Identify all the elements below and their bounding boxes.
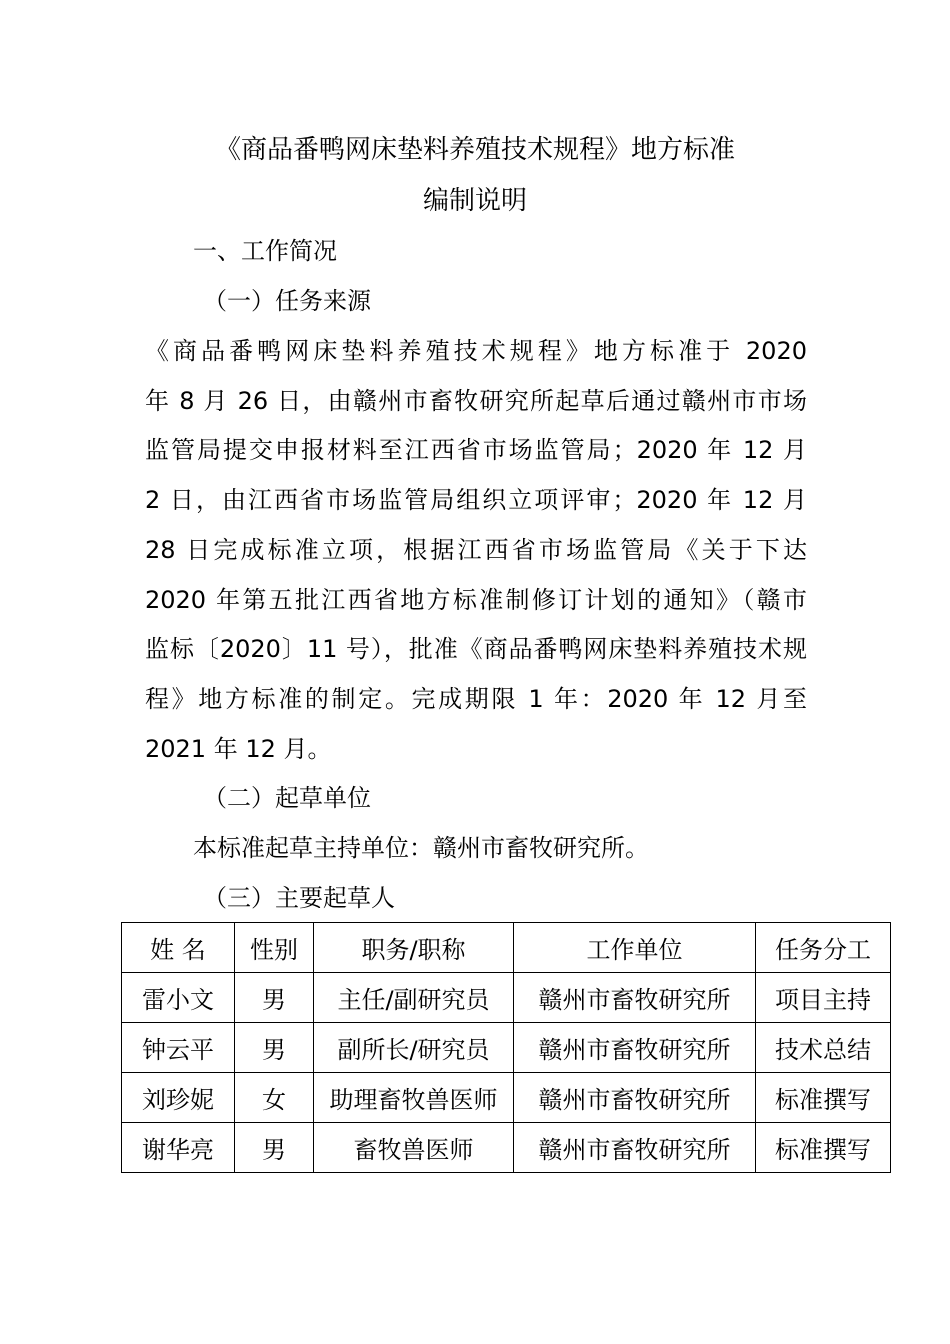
subsection-heading-main-drafters: （三）主要起草人 xyxy=(203,884,395,912)
paragraph-line: 2021 年 12 月。 xyxy=(145,735,332,763)
paragraph-line: 2 日，由江西省市场监管局组织立项评审；2020 年 12 月 xyxy=(145,486,807,514)
cell-position: 畜牧兽医师 xyxy=(314,1123,514,1173)
drafting-unit-text: 本标准起草主持单位：赣州市畜牧研究所。 xyxy=(193,834,649,862)
header-gender: 性别 xyxy=(235,923,314,973)
paragraph-line: 监管局提交申报材料至江西省市场监管局；2020 年 12 月 xyxy=(145,436,807,464)
paragraph-line: 2020 年第五批江西省地方标准制修订计划的通知》（赣市 xyxy=(145,586,807,614)
document-title: 《商品番鸭网床垫料养殖技术规程》地方标准 xyxy=(214,135,735,165)
paragraph-line: 监标〔2020〕11 号），批准《商品番鸭网床垫料养殖技术规 xyxy=(145,635,807,663)
cell-workplace: 赣州市畜牧研究所 xyxy=(514,1073,756,1123)
paragraph-line: 《商品番鸭网床垫料养殖技术规程》地方标准于 2020 xyxy=(145,337,807,365)
cell-position: 助理畜牧兽医师 xyxy=(314,1073,514,1123)
header-position: 职务/职称 xyxy=(314,923,514,973)
cell-name: 雷小文 xyxy=(122,973,235,1023)
paragraph-line: 年 8 月 26 日，由赣州市畜牧研究所起草后通过赣州市市场 xyxy=(145,387,807,415)
paragraph-line: 28 日完成标准立项，根据江西省市场监管局《关于下达 xyxy=(145,536,807,564)
cell-task: 技术总结 xyxy=(756,1023,891,1073)
table-row xyxy=(122,1073,891,1123)
header-workplace: 工作单位 xyxy=(514,923,756,973)
cell-gender: 男 xyxy=(235,973,314,1023)
cell-gender: 女 xyxy=(235,1073,314,1123)
cell-position: 副所长/研究员 xyxy=(314,1023,514,1073)
cell-name: 谢华亮 xyxy=(122,1123,235,1173)
section-heading: 一、工作简况 xyxy=(193,237,337,265)
cell-name: 刘珍妮 xyxy=(122,1073,235,1123)
table-row xyxy=(122,1123,891,1173)
document-subtitle: 编制说明 xyxy=(422,186,527,216)
subsection-heading-drafting-unit: （二）起草单位 xyxy=(203,784,371,812)
table-row xyxy=(122,1023,891,1073)
paragraph-line: 程》地方标准的制定。完成期限 1 年：2020 年 12 月至 xyxy=(145,685,807,713)
cell-name: 钟云平 xyxy=(122,1023,235,1073)
cell-workplace: 赣州市畜牧研究所 xyxy=(514,973,756,1023)
cell-gender: 男 xyxy=(235,1023,314,1073)
table-row xyxy=(122,973,891,1023)
cell-task: 项目主持 xyxy=(756,973,891,1023)
cell-gender: 男 xyxy=(235,1123,314,1173)
subsection-heading-task-source: （一）任务来源 xyxy=(203,287,371,315)
table-header-row xyxy=(122,923,891,973)
cell-workplace: 赣州市畜牧研究所 xyxy=(514,1023,756,1073)
header-task: 任务分工 xyxy=(756,923,891,973)
cell-workplace: 赣州市畜牧研究所 xyxy=(514,1123,756,1173)
cell-task: 标准撰写 xyxy=(756,1123,891,1173)
cell-position: 主任/副研究员 xyxy=(314,973,514,1023)
cell-task: 标准撰写 xyxy=(756,1073,891,1123)
header-name: 姓 名 xyxy=(122,923,235,973)
drafters-table xyxy=(121,922,891,1173)
